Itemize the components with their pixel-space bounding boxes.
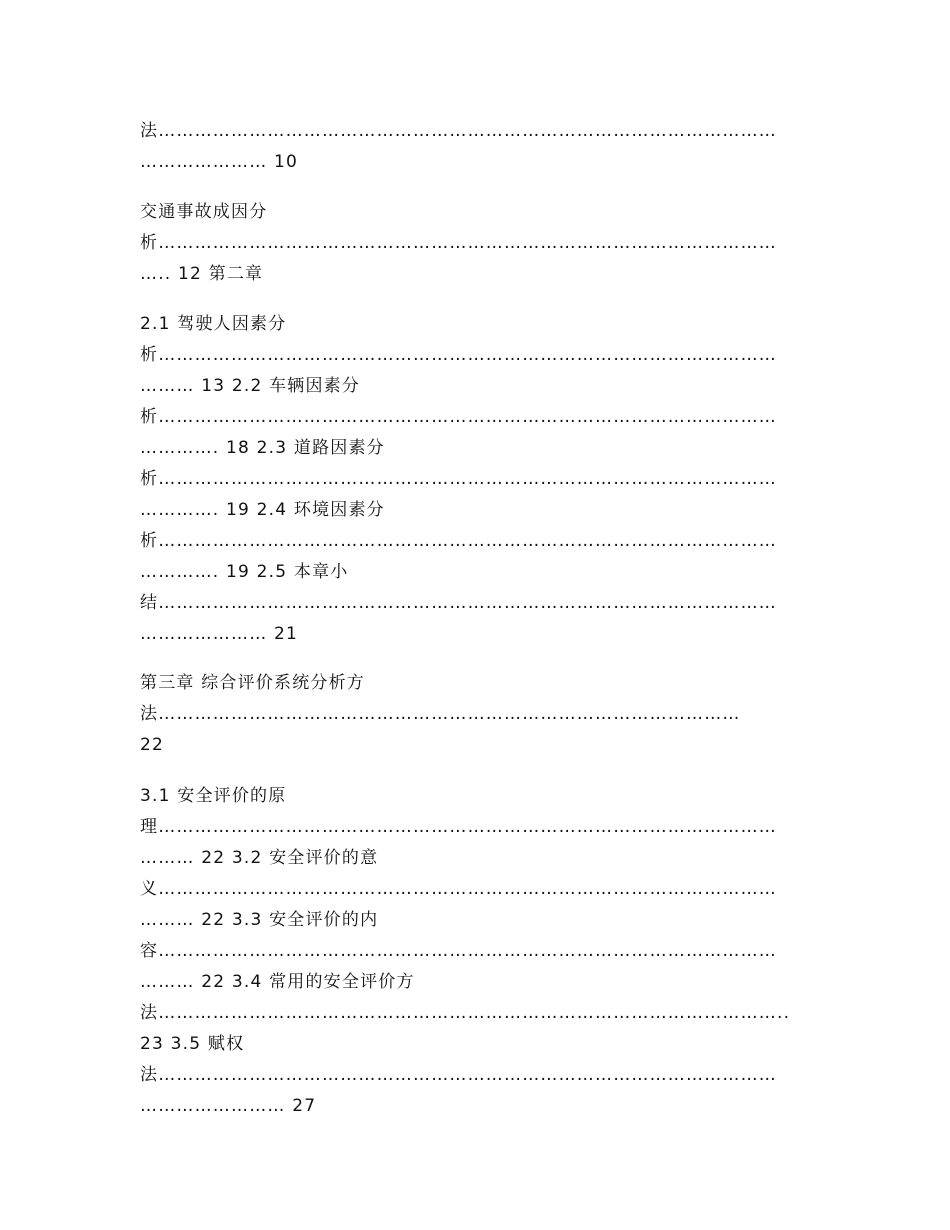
toc-line: …………. 19 2.5 本章小 (140, 562, 349, 582)
toc-line: 析………………………………………………………………………………………… (140, 345, 777, 365)
toc-line: 义………………………………………………………………………………………… (140, 879, 777, 899)
toc-line: 析………………………………………………………………………………………… (140, 531, 777, 551)
toc-line: ………………… 21 (140, 624, 299, 644)
toc-line: …………………… 27 (140, 1096, 317, 1116)
toc-line: 23 3.5 赋权 (140, 1034, 245, 1054)
toc-line: 2.1 驾驶人因素分 (140, 314, 287, 334)
toc-line: 法………………………………………………………………………………………… (140, 121, 777, 141)
toc-line: ……… 22 3.2 安全评价的意 (140, 848, 379, 868)
toc-line: ……… 13 2.2 车辆因素分 (140, 376, 361, 396)
toc-line: …………. 19 2.4 环境因素分 (140, 500, 385, 520)
toc-line: 交通事故成因分 (140, 202, 268, 222)
toc-line: 法………………………………………………………………………………………… (140, 1065, 777, 1085)
toc-line: ……… 22 3.3 安全评价的内 (140, 910, 379, 930)
toc-line: 理………………………………………………………………………………………… (140, 817, 777, 837)
toc-line: 第三章 综合评价系统分析方 (140, 673, 366, 693)
toc-line: ………………… 10 (140, 152, 299, 172)
toc-line: 析………………………………………………………………………………………… (140, 469, 777, 489)
toc-line: 法…………………………………………………………………………………… (140, 704, 741, 724)
toc-line: ….. 12 第二章 (140, 264, 264, 284)
toc-line: ……… 22 3.4 常用的安全评价方 (140, 972, 415, 992)
toc-line: …………. 18 2.3 道路因素分 (140, 438, 385, 458)
toc-line: 结………………………………………………………………………………………… (140, 593, 777, 613)
toc-line: 析………………………………………………………………………………………… (140, 233, 777, 253)
toc-line: 析………………………………………………………………………………………… (140, 407, 777, 427)
toc-line: 法………………………………………………………………………………………….. (140, 1003, 791, 1023)
toc-line: 22 (140, 735, 165, 755)
toc-line: 3.1 安全评价的原 (140, 786, 287, 806)
toc-line: 容………………………………………………………………………………………… (140, 941, 777, 961)
